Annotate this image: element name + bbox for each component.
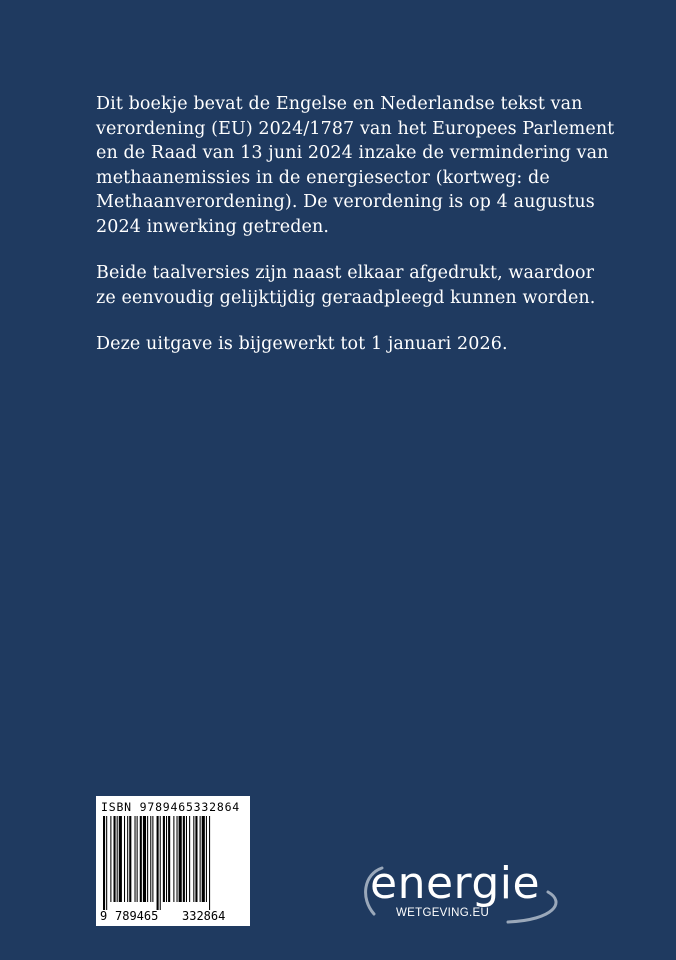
- barcode-bars-icon: [101, 816, 245, 910]
- logo-wordmark: energie: [370, 858, 541, 909]
- barcode-digits-left: 789465: [115, 909, 159, 923]
- blurb-paragraph-edition: Deze uitgave is bijgewerkt tot 1 januari 2026.: [96, 334, 508, 354]
- barcode-digits-right: 332864: [182, 909, 226, 923]
- logo-subtitle: WETGEVING.EU: [396, 907, 490, 919]
- blurb-paragraph-languages: Beide taalversies zijn naast elkaar afgedrukt, waardoor ze eenvoudig gelijktijdig geraadpleegd kunnen worden.: [96, 263, 596, 308]
- blurb-paragraph-intro: Dit boekje bevat de Engelse en Nederlandse tekst van verordening (EU) 2024/1787 van het Europees Parlement en de Raad van 13 juni 2024 inzake de vermindering van methaanemissies in de energiesector (kortweg: de Methaanverordening). De verordening is op 4 augustus 2024 inwerking getreden.: [96, 94, 615, 237]
- energie-wetgeving-logo: [358, 858, 568, 928]
- isbn-barcode: [96, 796, 250, 926]
- back-cover-blurb: [96, 92, 616, 379]
- barcode-digit-lead: 9: [100, 909, 108, 923]
- isbn-label: ISBN 9789465332864: [101, 800, 241, 814]
